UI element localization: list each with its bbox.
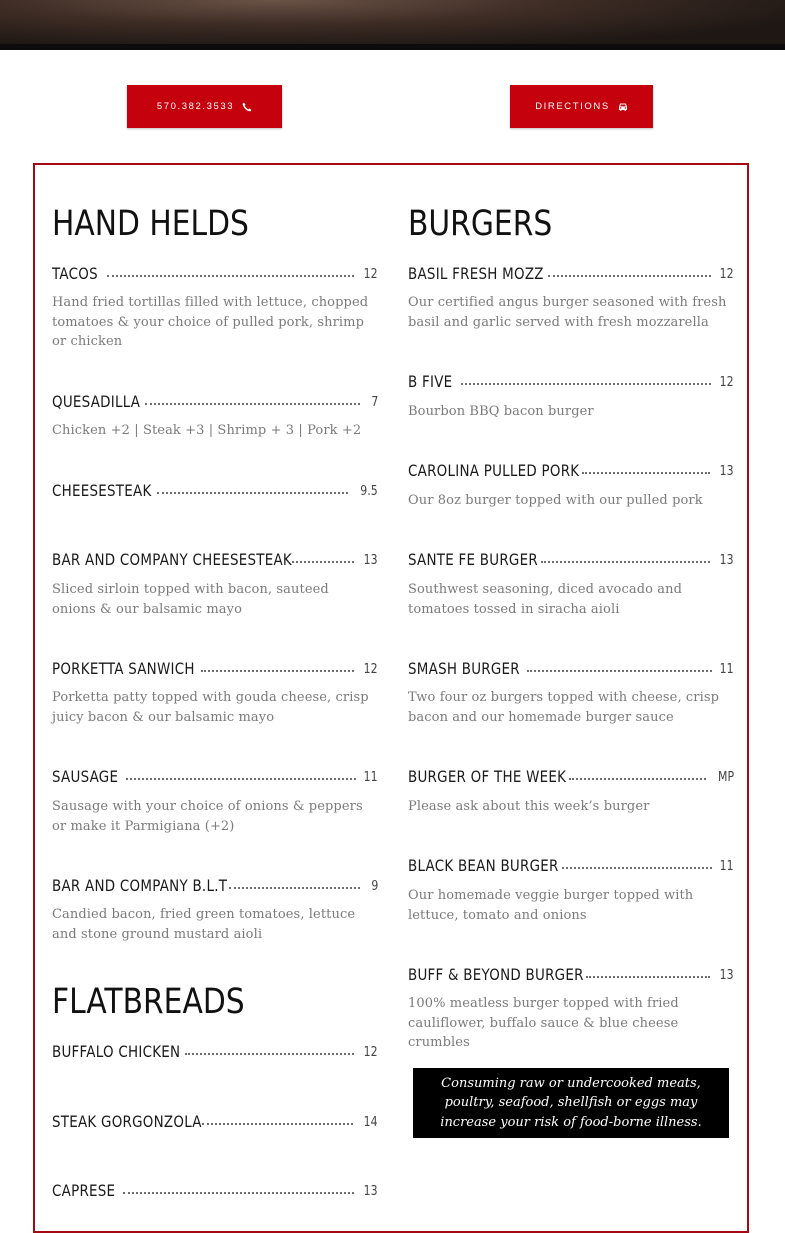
leader-dots bbox=[107, 275, 354, 277]
item-name: BURGER OF THE WEEK bbox=[408, 767, 567, 786]
leader-dots bbox=[461, 383, 711, 385]
hero-divider bbox=[0, 44, 785, 50]
menu-item-smash-burger bbox=[408, 659, 734, 679]
item-description: Please ask about this week’s burger bbox=[408, 799, 650, 814]
leader-dots bbox=[126, 778, 356, 780]
item-description: Southwest seasoning, diced avocado and tomatoes tossed in siracha aioli bbox=[408, 582, 683, 617]
item-description: Sliced sirloin topped with bacon, sauteed onions & our balsamic mayo bbox=[52, 582, 329, 617]
item-name: B FIVE bbox=[408, 372, 453, 391]
menu-item-black-bean-burger bbox=[408, 856, 734, 876]
leader-dots bbox=[541, 561, 710, 563]
item-name: SMASH BURGER bbox=[408, 659, 520, 678]
leader-dots bbox=[145, 403, 360, 405]
menu-item-burger-of-the-week bbox=[408, 767, 734, 787]
item-description: Sausage with your choice of onions & peppers or make it Parmigiana (+2) bbox=[52, 799, 363, 834]
phone-label: 570.382.3533 bbox=[156, 101, 235, 112]
item-name: BLACK BEAN BURGER bbox=[408, 856, 559, 875]
leader-dots bbox=[586, 976, 710, 978]
item-name: QUESADILLA bbox=[52, 392, 141, 411]
item-name: BAR AND COMPANY B.L.T bbox=[52, 876, 228, 895]
item-description: Our certified angus burger seasoned with fresh basil and garlic served with fresh mozzarella bbox=[408, 295, 727, 330]
leader-dots bbox=[569, 778, 706, 780]
call-button[interactable] bbox=[127, 85, 282, 128]
item-description: Chicken +2 | Steak +3 | Shrimp + 3 | Pork +2 bbox=[52, 423, 362, 438]
item-price: 11 bbox=[364, 770, 378, 785]
menu-item-caprese bbox=[52, 1181, 378, 1201]
menu-item-sante-fe-burger bbox=[408, 550, 734, 570]
leader-dots bbox=[582, 472, 710, 474]
item-description: Our homemade veggie burger topped with lettuce, tomato and onions bbox=[408, 888, 694, 923]
leader-dots bbox=[292, 561, 354, 563]
item-price: 12 bbox=[364, 1045, 378, 1060]
menu-item-quesadilla bbox=[52, 392, 378, 412]
item-description: Bourbon BBQ bacon burger bbox=[408, 404, 594, 419]
leader-dots bbox=[185, 1053, 354, 1055]
item-price: 12 bbox=[364, 267, 378, 282]
item-description: Two four oz burgers topped with cheese, crisp bacon and our homemade burger sauce bbox=[408, 690, 720, 725]
item-name: CAROLINA PULLED PORK bbox=[408, 461, 580, 480]
item-description: 100% meatless burger topped with fried cauliflower, buffalo sauce & blue cheese crumbles bbox=[408, 996, 679, 1050]
leader-dots bbox=[548, 275, 711, 277]
menu-item-carolina-pulled-pork bbox=[408, 461, 734, 481]
item-price: 9 bbox=[371, 879, 378, 894]
menu-item-b-five bbox=[408, 372, 734, 392]
leader-dots bbox=[229, 887, 360, 889]
item-name: PORKETTA SANWICH bbox=[52, 659, 195, 678]
menu-item-porketta-sanwich bbox=[52, 659, 378, 679]
item-price: 7 bbox=[371, 395, 378, 410]
leader-dots bbox=[157, 492, 348, 494]
item-name: STEAK GORGONZOLA bbox=[52, 1112, 202, 1131]
phone-icon bbox=[242, 102, 252, 112]
car-icon bbox=[618, 102, 628, 112]
section-title-burgers: BURGERS bbox=[408, 204, 553, 244]
item-name: BAR AND COMPANY CHEESESTEAK bbox=[52, 550, 292, 569]
item-name: CHEESESTEAK bbox=[52, 481, 152, 500]
leader-dots bbox=[562, 867, 712, 869]
item-description: Candied bacon, fried green tomatoes, lettuce and stone ground mustard aioli bbox=[52, 907, 356, 942]
item-price: 13 bbox=[720, 553, 734, 568]
item-price: 13 bbox=[720, 464, 734, 479]
menu-item-cheesesteak bbox=[52, 481, 378, 501]
item-price: 12 bbox=[720, 267, 734, 282]
menu-item-steak-gorgonzola bbox=[52, 1112, 378, 1132]
item-price: 12 bbox=[720, 375, 734, 390]
section-title-hand-helds: HAND HELDS bbox=[52, 204, 249, 244]
item-name: SAUSAGE bbox=[52, 767, 119, 786]
menu-item-tacos bbox=[52, 264, 378, 284]
directions-label: DIRECTIONS bbox=[535, 101, 610, 112]
hero-image bbox=[0, 0, 785, 44]
item-price: MP bbox=[717, 770, 734, 785]
leader-dots bbox=[202, 1123, 353, 1125]
item-description: Porketta patty topped with gouda cheese, crisp juicy bacon & our balsamic mayo bbox=[52, 690, 369, 725]
item-name: BASIL FRESH MOZZ bbox=[408, 264, 544, 283]
leader-dots bbox=[201, 670, 354, 672]
item-price: 13 bbox=[364, 553, 378, 568]
item-price: 11 bbox=[720, 859, 734, 874]
item-description: Hand fried tortillas filled with lettuce, chopped tomatoes & your choice of pulled pork, shrimp or chicken bbox=[52, 295, 369, 349]
menu-item-buff-and-beyond-burger bbox=[408, 965, 734, 985]
food-safety-notice: Consuming raw or undercooked meats, poultry, seafood, shellfish or eggs may increase your risk of food-borne illness. bbox=[413, 1068, 729, 1138]
menu-item-basil-fresh-mozz bbox=[408, 264, 734, 284]
item-price: 14 bbox=[364, 1115, 378, 1130]
item-name: SANTE FE BURGER bbox=[408, 550, 538, 569]
menu-item-bar-and-company-blt bbox=[52, 876, 378, 896]
item-price: 11 bbox=[720, 662, 734, 677]
leader-dots bbox=[123, 1192, 354, 1194]
item-name: TACOS bbox=[52, 264, 98, 283]
item-name: CAPRESE bbox=[52, 1181, 116, 1200]
section-title-flatbreads: FLATBREADS bbox=[52, 982, 245, 1022]
directions-button[interactable] bbox=[510, 85, 653, 128]
item-description: Our 8oz burger topped with our pulled pork bbox=[408, 493, 703, 508]
item-price: 13 bbox=[364, 1184, 378, 1199]
item-price: 12 bbox=[364, 662, 378, 677]
menu-item-bar-and-company-cheesesteak bbox=[52, 550, 378, 570]
item-price: 9.5 bbox=[360, 484, 378, 499]
menu-item-sausage bbox=[52, 767, 378, 787]
leader-dots bbox=[527, 670, 712, 672]
item-price: 13 bbox=[720, 968, 734, 983]
menu-item-buffalo-chicken bbox=[52, 1042, 378, 1062]
item-name: BUFF & BEYOND BURGER bbox=[408, 965, 584, 984]
item-name: BUFFALO CHICKEN bbox=[52, 1042, 181, 1061]
